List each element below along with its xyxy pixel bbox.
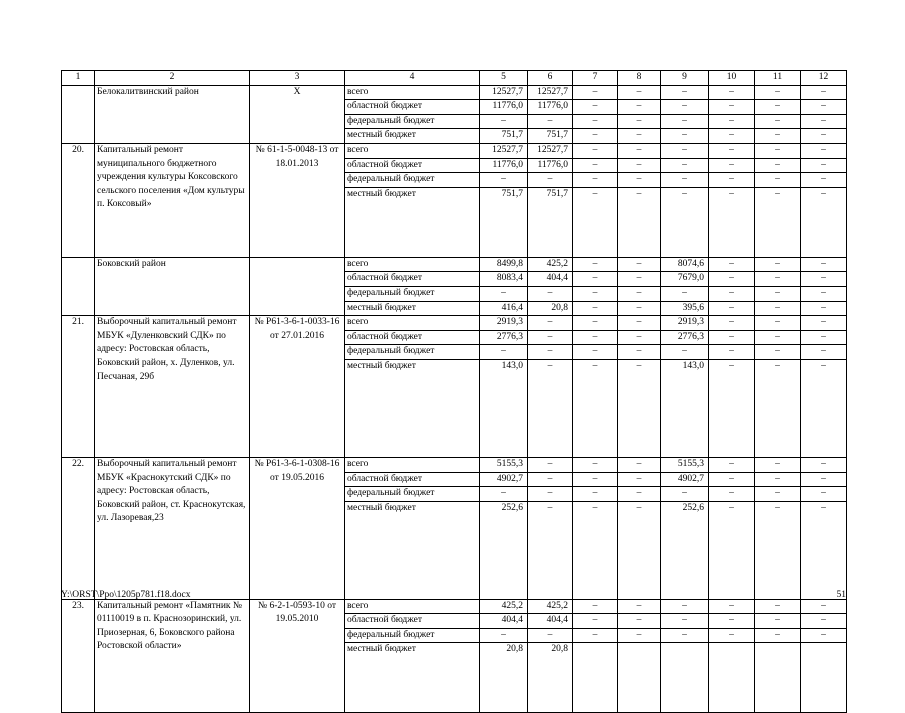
value-cell: 143,0 bbox=[480, 359, 528, 457]
value-cell bbox=[755, 643, 801, 713]
value-cell: – bbox=[573, 187, 618, 257]
value-cell: – bbox=[573, 316, 618, 331]
value-cell: – bbox=[661, 158, 709, 173]
value-cell: 751,7 bbox=[480, 129, 528, 144]
value-cell: – bbox=[801, 257, 847, 272]
budget-type: областной бюджет bbox=[345, 158, 480, 173]
document-ref: № Р61-3-6-1-0308-16 от 19.05.2016 bbox=[250, 457, 345, 599]
table-row bbox=[62, 257, 847, 272]
object-name: Белокалитвинский район bbox=[95, 85, 250, 143]
budget-type: местный бюджет bbox=[345, 301, 480, 316]
value-cell: – bbox=[661, 173, 709, 188]
value-cell: – bbox=[528, 359, 573, 457]
value-cell: – bbox=[661, 599, 709, 614]
header-cell: 2 bbox=[95, 71, 250, 86]
value-cell: – bbox=[661, 143, 709, 158]
value-cell: – bbox=[618, 158, 661, 173]
value-cell: – bbox=[661, 114, 709, 129]
value-cell: – bbox=[709, 187, 755, 257]
value-cell: – bbox=[618, 599, 661, 614]
value-cell: – bbox=[528, 173, 573, 188]
value-cell: – bbox=[801, 614, 847, 629]
value-cell: – bbox=[755, 599, 801, 614]
value-cell: 8083,4 bbox=[480, 272, 528, 287]
value-cell: – bbox=[573, 129, 618, 144]
value-cell: – bbox=[709, 173, 755, 188]
budget-type: областной бюджет bbox=[345, 272, 480, 287]
value-cell: – bbox=[755, 330, 801, 345]
value-cell: – bbox=[661, 487, 709, 502]
value-cell: 395,6 bbox=[661, 301, 709, 316]
value-cell: – bbox=[709, 272, 755, 287]
value-cell: – bbox=[801, 173, 847, 188]
budget-type: федеральный бюджет bbox=[345, 114, 480, 129]
value-cell: 5155,3 bbox=[661, 457, 709, 472]
value-cell: – bbox=[618, 472, 661, 487]
row-number bbox=[62, 85, 95, 143]
value-cell: – bbox=[528, 316, 573, 331]
value-cell: 425,2 bbox=[528, 257, 573, 272]
value-cell: 5155,3 bbox=[480, 457, 528, 472]
value-cell: – bbox=[801, 301, 847, 316]
value-cell: – bbox=[709, 472, 755, 487]
value-cell: 416,4 bbox=[480, 301, 528, 316]
value-cell: – bbox=[618, 173, 661, 188]
value-cell: – bbox=[528, 501, 573, 599]
value-cell: 7679,0 bbox=[661, 272, 709, 287]
value-cell: – bbox=[573, 345, 618, 360]
value-cell: – bbox=[618, 187, 661, 257]
value-cell: – bbox=[755, 272, 801, 287]
value-cell: 143,0 bbox=[661, 359, 709, 457]
object-name: Капитальный ремонт «Памятник № 01110019 в п. Краснозоринский, ул. Приозерная, 6, Боковского района Ростовской области» bbox=[95, 599, 250, 713]
value-cell: – bbox=[709, 143, 755, 158]
value-cell: 11776,0 bbox=[528, 158, 573, 173]
value-cell: 252,6 bbox=[480, 501, 528, 599]
value-cell: 8499,8 bbox=[480, 257, 528, 272]
value-cell: – bbox=[618, 345, 661, 360]
object-name: Капитальный ремонт муниципального бюджетного учреждения культуры Коксовского сельского поселения «Дом культуры п. Коксовый» bbox=[95, 143, 250, 257]
value-cell bbox=[801, 643, 847, 713]
header-cell: 3 bbox=[250, 71, 345, 86]
value-cell: – bbox=[801, 129, 847, 144]
value-cell: – bbox=[801, 345, 847, 360]
value-cell: – bbox=[755, 316, 801, 331]
value-cell: 425,2 bbox=[480, 599, 528, 614]
value-cell: – bbox=[755, 85, 801, 100]
header-cell: 12 bbox=[801, 71, 847, 86]
value-cell: – bbox=[618, 286, 661, 301]
value-cell: – bbox=[801, 272, 847, 287]
value-cell: – bbox=[709, 158, 755, 173]
file-path: Y:\ORST\Ppo\1205p781.f18.docx bbox=[61, 590, 191, 600]
value-cell: – bbox=[480, 487, 528, 502]
value-cell: – bbox=[755, 173, 801, 188]
value-cell: – bbox=[573, 158, 618, 173]
value-cell: – bbox=[801, 85, 847, 100]
value-cell: – bbox=[618, 85, 661, 100]
value-cell: 404,4 bbox=[480, 614, 528, 629]
value-cell: 751,7 bbox=[528, 187, 573, 257]
value-cell: – bbox=[709, 359, 755, 457]
value-cell: – bbox=[801, 501, 847, 599]
value-cell: – bbox=[661, 187, 709, 257]
value-cell: 425,2 bbox=[528, 599, 573, 614]
budget-type: областной бюджет bbox=[345, 330, 480, 345]
value-cell: – bbox=[755, 345, 801, 360]
budget-type: местный бюджет bbox=[345, 643, 480, 713]
value-cell: – bbox=[528, 286, 573, 301]
value-cell: – bbox=[618, 501, 661, 599]
value-cell: – bbox=[801, 472, 847, 487]
header-cell: 4 bbox=[345, 71, 480, 86]
value-cell: – bbox=[661, 345, 709, 360]
header-cell: 5 bbox=[480, 71, 528, 86]
value-cell: – bbox=[709, 301, 755, 316]
value-cell: – bbox=[573, 501, 618, 599]
budget-type: местный бюджет bbox=[345, 129, 480, 144]
budget-type: федеральный бюджет bbox=[345, 487, 480, 502]
value-cell: 8074,6 bbox=[661, 257, 709, 272]
value-cell: – bbox=[755, 501, 801, 599]
value-cell: – bbox=[801, 187, 847, 257]
value-cell: – bbox=[709, 614, 755, 629]
value-cell: – bbox=[618, 457, 661, 472]
budget-type: всего bbox=[345, 143, 480, 158]
value-cell: 20,8 bbox=[528, 301, 573, 316]
value-cell: – bbox=[661, 614, 709, 629]
value-cell: – bbox=[801, 316, 847, 331]
page-number: 51 bbox=[836, 590, 846, 600]
header-cell: 1 bbox=[62, 71, 95, 86]
value-cell: 11776,0 bbox=[480, 158, 528, 173]
value-cell: 404,4 bbox=[528, 272, 573, 287]
value-cell: – bbox=[618, 100, 661, 115]
value-cell: – bbox=[573, 599, 618, 614]
value-cell bbox=[618, 643, 661, 713]
value-cell: – bbox=[480, 628, 528, 643]
budget-type: всего bbox=[345, 316, 480, 331]
row-number: 21. bbox=[62, 316, 95, 458]
value-cell: – bbox=[573, 614, 618, 629]
value-cell: 4902,7 bbox=[480, 472, 528, 487]
value-cell: – bbox=[755, 143, 801, 158]
value-cell: – bbox=[528, 345, 573, 360]
value-cell: – bbox=[801, 457, 847, 472]
value-cell: – bbox=[528, 114, 573, 129]
row-number: 22. bbox=[62, 457, 95, 599]
value-cell: – bbox=[480, 286, 528, 301]
value-cell: – bbox=[801, 286, 847, 301]
value-cell: 20,8 bbox=[528, 643, 573, 713]
budget-type: федеральный бюджет bbox=[345, 345, 480, 360]
value-cell: – bbox=[528, 330, 573, 345]
budget-table bbox=[61, 70, 847, 713]
document-ref: Х bbox=[250, 85, 345, 143]
value-cell: – bbox=[573, 257, 618, 272]
budget-type: областной бюджет bbox=[345, 100, 480, 115]
value-cell: – bbox=[709, 457, 755, 472]
value-cell: – bbox=[755, 457, 801, 472]
budget-type: областной бюджет bbox=[345, 614, 480, 629]
value-cell: – bbox=[801, 114, 847, 129]
value-cell: 252,6 bbox=[661, 501, 709, 599]
value-cell: – bbox=[755, 114, 801, 129]
value-cell: – bbox=[618, 330, 661, 345]
value-cell: – bbox=[573, 330, 618, 345]
value-cell: – bbox=[755, 301, 801, 316]
value-cell: 12527,7 bbox=[480, 85, 528, 100]
table-body bbox=[62, 71, 847, 713]
table-row bbox=[62, 457, 847, 472]
value-cell: – bbox=[528, 487, 573, 502]
value-cell: – bbox=[618, 359, 661, 457]
value-cell: 12527,7 bbox=[528, 85, 573, 100]
value-cell: – bbox=[755, 614, 801, 629]
value-cell bbox=[709, 643, 755, 713]
value-cell: 404,4 bbox=[528, 614, 573, 629]
value-cell: 11776,0 bbox=[528, 100, 573, 115]
budget-type: всего bbox=[345, 257, 480, 272]
value-cell: – bbox=[661, 85, 709, 100]
value-cell: – bbox=[755, 100, 801, 115]
value-cell: – bbox=[755, 628, 801, 643]
value-cell: – bbox=[573, 628, 618, 643]
object-name: Выборочный капитальный ремонт МБУК «Краснокутский СДК» по адресу: Ростовская область, Боковский район, ст. Краснокутская, ул. Лазоревая,23 bbox=[95, 457, 250, 599]
value-cell: – bbox=[480, 173, 528, 188]
value-cell: – bbox=[755, 359, 801, 457]
value-cell: – bbox=[618, 628, 661, 643]
header-cell: 10 bbox=[709, 71, 755, 86]
value-cell: – bbox=[709, 129, 755, 144]
value-cell: – bbox=[709, 316, 755, 331]
budget-type: местный бюджет bbox=[345, 359, 480, 457]
value-cell: – bbox=[755, 158, 801, 173]
value-cell: – bbox=[618, 614, 661, 629]
value-cell: – bbox=[755, 472, 801, 487]
value-cell: – bbox=[709, 628, 755, 643]
value-cell: – bbox=[573, 457, 618, 472]
value-cell: – bbox=[618, 316, 661, 331]
header-cell: 11 bbox=[755, 71, 801, 86]
value-cell: – bbox=[709, 345, 755, 360]
value-cell: 12527,7 bbox=[528, 143, 573, 158]
value-cell: – bbox=[709, 487, 755, 502]
value-cell: – bbox=[573, 487, 618, 502]
row-number: 23. bbox=[62, 599, 95, 713]
value-cell: – bbox=[573, 100, 618, 115]
value-cell: – bbox=[709, 330, 755, 345]
header-cell: 6 bbox=[528, 71, 573, 86]
document-ref: № 61-1-5-0048-13 от 18.01.2013 bbox=[250, 143, 345, 257]
budget-type: местный бюджет bbox=[345, 187, 480, 257]
value-cell: 2919,3 bbox=[661, 316, 709, 331]
value-cell: – bbox=[573, 114, 618, 129]
value-cell: – bbox=[661, 100, 709, 115]
value-cell: – bbox=[755, 187, 801, 257]
value-cell bbox=[573, 643, 618, 713]
value-cell: 12527,7 bbox=[480, 143, 528, 158]
object-name: Боковский район bbox=[95, 257, 250, 315]
value-cell: – bbox=[801, 330, 847, 345]
value-cell: 2776,3 bbox=[661, 330, 709, 345]
value-cell: – bbox=[528, 472, 573, 487]
value-cell: – bbox=[709, 100, 755, 115]
value-cell: – bbox=[618, 143, 661, 158]
value-cell: – bbox=[618, 257, 661, 272]
value-cell: – bbox=[801, 599, 847, 614]
value-cell: – bbox=[661, 129, 709, 144]
value-cell: – bbox=[801, 143, 847, 158]
value-cell: – bbox=[755, 286, 801, 301]
table-row bbox=[62, 143, 847, 158]
value-cell: – bbox=[709, 599, 755, 614]
value-cell: 751,7 bbox=[528, 129, 573, 144]
row-number: 20. bbox=[62, 143, 95, 257]
value-cell bbox=[661, 643, 709, 713]
value-cell: 4902,7 bbox=[661, 472, 709, 487]
value-cell: – bbox=[709, 85, 755, 100]
budget-type: областной бюджет bbox=[345, 472, 480, 487]
budget-type: федеральный бюджет bbox=[345, 173, 480, 188]
table-row bbox=[62, 599, 847, 614]
value-cell: 2919,3 bbox=[480, 316, 528, 331]
value-cell: – bbox=[801, 628, 847, 643]
value-cell: – bbox=[528, 628, 573, 643]
value-cell: – bbox=[801, 100, 847, 115]
value-cell: – bbox=[661, 628, 709, 643]
value-cell: – bbox=[709, 257, 755, 272]
object-name: Выборочный капитальный ремонт МБУК «Дуленковский СДК» по адресу: Ростовская область, Боковский район, х. Дуленков, ул. Песчаная, 29б bbox=[95, 316, 250, 458]
value-cell: – bbox=[709, 286, 755, 301]
header-cell: 9 bbox=[661, 71, 709, 86]
document-ref: № Р61-3-6-1-0033-16 от 27.01.2016 bbox=[250, 316, 345, 458]
value-cell: – bbox=[480, 114, 528, 129]
budget-type: федеральный бюджет bbox=[345, 628, 480, 643]
row-number bbox=[62, 257, 95, 315]
value-cell: – bbox=[618, 114, 661, 129]
budget-type: всего bbox=[345, 599, 480, 614]
document-ref bbox=[250, 257, 345, 315]
value-cell: 11776,0 bbox=[480, 100, 528, 115]
value-cell: – bbox=[618, 487, 661, 502]
value-cell: 751,7 bbox=[480, 187, 528, 257]
value-cell: – bbox=[801, 359, 847, 457]
value-cell: – bbox=[528, 457, 573, 472]
value-cell: – bbox=[573, 272, 618, 287]
value-cell: – bbox=[573, 301, 618, 316]
value-cell: – bbox=[661, 286, 709, 301]
budget-type: всего bbox=[345, 457, 480, 472]
budget-type: всего bbox=[345, 85, 480, 100]
value-cell: – bbox=[709, 114, 755, 129]
value-cell: 20,8 bbox=[480, 643, 528, 713]
value-cell: – bbox=[618, 272, 661, 287]
value-cell: – bbox=[709, 501, 755, 599]
value-cell: – bbox=[480, 345, 528, 360]
table-row bbox=[62, 316, 847, 331]
budget-type: федеральный бюджет bbox=[345, 286, 480, 301]
value-cell: – bbox=[755, 257, 801, 272]
document-ref: № 6-2-1-0593-10 от 19.05.2010 bbox=[250, 599, 345, 713]
header-cell: 7 bbox=[573, 71, 618, 86]
value-cell: – bbox=[618, 301, 661, 316]
value-cell: – bbox=[801, 158, 847, 173]
value-cell: – bbox=[573, 472, 618, 487]
header-row bbox=[62, 71, 847, 86]
value-cell: – bbox=[573, 286, 618, 301]
header-cell: 8 bbox=[618, 71, 661, 86]
value-cell: – bbox=[573, 359, 618, 457]
value-cell: – bbox=[755, 129, 801, 144]
budget-type: местный бюджет bbox=[345, 501, 480, 599]
value-cell: – bbox=[573, 173, 618, 188]
table-row bbox=[62, 85, 847, 100]
value-cell: – bbox=[755, 487, 801, 502]
value-cell: – bbox=[618, 129, 661, 144]
value-cell: – bbox=[801, 487, 847, 502]
value-cell: 2776,3 bbox=[480, 330, 528, 345]
value-cell: – bbox=[573, 85, 618, 100]
value-cell: – bbox=[573, 143, 618, 158]
